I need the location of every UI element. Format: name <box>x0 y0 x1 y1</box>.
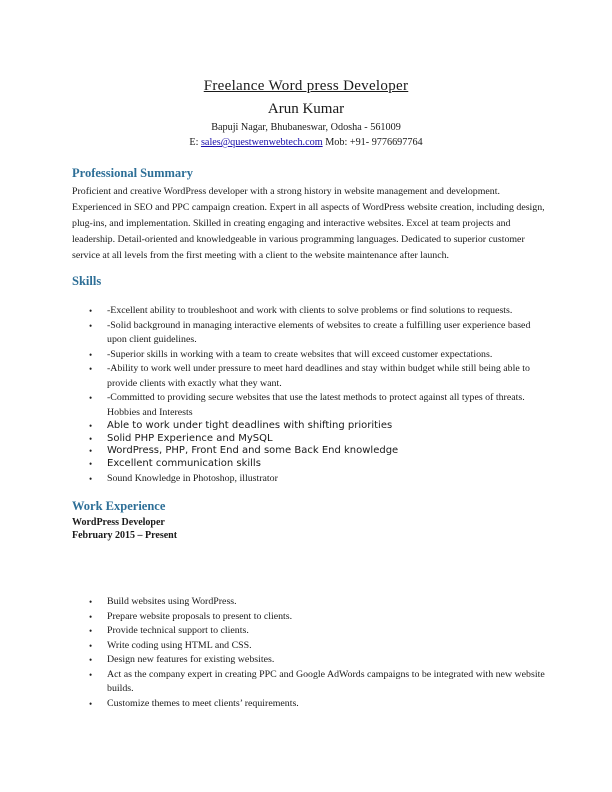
job-dates: February 2015 – Present <box>72 530 178 541</box>
duty-item: • Prepare website proposals to present to clients. <box>72 610 546 625</box>
duty-item: • Provide technical support to clients. <box>72 624 546 639</box>
skill-item: • -Solid background in managing interactive elements of websites to create a fulfilling user experience based upon client guidelines. <box>72 319 546 348</box>
duties-list <box>72 595 546 711</box>
duty-item: • Write coding using HTML and CSS. <box>72 639 546 654</box>
skill-item: • -Committed to providing secure websites that use the latest methods to protect against all types of threats. Hobbies and Interests <box>72 391 546 420</box>
mobile-number: Mob: +91- 9776697764 <box>325 137 423 148</box>
skill-item: • Able to work under tight deadlines with shifting priorities <box>72 420 546 433</box>
candidate-name: Arun Kumar <box>267 101 345 117</box>
document-title: Freelance Word press Developer <box>203 78 409 94</box>
skills-section <box>72 273 546 487</box>
resume-header <box>0 76 612 150</box>
duty-item: • Build websites using WordPress. <box>72 595 546 610</box>
email-label: E: <box>189 137 199 148</box>
skill-item: • -Excellent ability to troubleshoot and work with clients to solve problems or find solutions to requests. <box>72 304 546 319</box>
email-link[interactable]: sales@questwenwebtech.com <box>200 137 323 148</box>
summary-text: Proficient and creative WordPress developer with a strong history in website management and development. Experienced in SEO and PPC campaign creation. Expert in all aspects of WordPress website creation, including design, plug-ins, and implementation. Skilled in creating engaging and interactive websites. Excel at team projects and leadership. Detail-oriented and knowledgeable in various programming languages. Dedicated to superior customer service at all levels from the first meeting with a client to the website maintenance after launch. <box>72 186 545 261</box>
skills-list <box>72 304 546 487</box>
experience-heading: Work Experience <box>72 499 166 513</box>
experience-section <box>72 498 546 542</box>
duty-item: • Act as the company expert in creating PPC and Google AdWords campaigns to be integrated with new website builds. <box>72 668 546 697</box>
skills-heading: Skills <box>72 274 102 288</box>
summary-section <box>72 165 546 264</box>
summary-heading: Professional Summary <box>72 166 193 180</box>
skill-item: • -Superior skills in working with a team to create websites that will exceed customer expectations. <box>72 348 546 363</box>
skill-item: • WordPress, PHP, Front End and some Back End knowledge <box>72 445 546 458</box>
duty-item: • Customize themes to meet clients’ requirements. <box>72 697 546 712</box>
candidate-address: Bapuji Nagar, Bhubaneswar, Odosha - 561009 <box>211 122 401 133</box>
duties-section <box>72 595 546 711</box>
skill-item: • -Ability to work well under pressure to meet hard deadlines and stay within budget while still being able to provide clients with exactly what they want. <box>72 362 546 391</box>
skill-item: • Sound Knowledge in Photoshop, illustrator <box>72 472 546 487</box>
contact-line <box>0 135 612 150</box>
skill-item: • Excellent communication skills <box>72 458 546 471</box>
duty-item: • Design new features for existing websites. <box>72 653 546 668</box>
skill-item: • Solid PHP Experience and MySQL <box>72 433 546 446</box>
job-title: WordPress Developer <box>72 517 165 528</box>
